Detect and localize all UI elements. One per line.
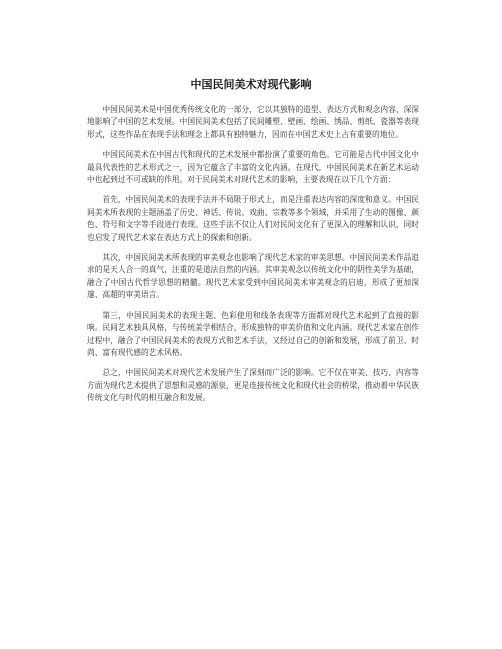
paragraph-second: 其次，中国民间美术所表现的审美观念也影响了现代艺术家的审美思想。中国民间美术作品追求的是天人合一的真气，注重的是道法自然的内涵。其审美观念以传统文化中的阴性美学为基础，融合了中国古代哲学思想的精髓。现代艺术家受到中国民间美术审美观念的启迪，形成了更加深邃、高超的审美语言。 <box>87 253 419 300</box>
paragraph-role: 中国民间美术在中国古代和现代的艺术发展中都扮演了重要的角色。它可能是古代中国文化中最具代表性的艺术形式之一，因为它蕴含了丰富的文化内涵。在现代，中国民间美术在新艺术运动中也起到过不可或缺的作用。对于民间美术对现代艺术的影响，主要表现在以下几个方面： <box>87 150 419 185</box>
document-title: 中国民间美术对现代影响 <box>190 78 312 91</box>
paragraph-third: 第三，中国民间美术的表现主题、色彩使用和线条表现等方面都对现代艺术起到了直接的影响。民间艺术独具风格，与传统美学相结合，形成独特的审美价值和文化内涵。现代艺术家在创作过程中，融合了中国民间美术的表现方式和艺术手法，又经过自己的创新和发展，形成了前卫、时尚、富有现代感的艺术风格。 <box>87 310 419 357</box>
paragraph-first: 首先，中国民间美术的表现手法并不局限于形式上，而是注重表达内容的深度和意义。中国民间美术所表现的主题涵盖了历史、神话、传说、戏曲、宗教等多个领域，并采用了生动的图像、颜色、符号和文字等手段进行表现。这些手法不仅让人们对民间文化有了更深入的理解和认识，同时也启发了现代艺术家在表达方式上的探索和创新。 <box>87 195 419 242</box>
paragraph-conclusion: 总之，中国民间美术对现代艺术发展产生了深刻而广泛的影响。它不仅在审美、技巧、内容等方面为现代艺术提供了思想和灵感的源泉，更是连接传统文化和现代社会的桥梁，推动着中华民族传统文化与时代的相互融合和发展。 <box>87 368 419 403</box>
paragraph-intro: 中国民间美术是中国优秀传统文化的一部分，它以其独特的造型、表达方式和观念内容，深深地影响了中国的艺术发展。中国民间美术包括了民间雕塑、壁画、绘画、绣品、剪纸、瓷器等表现形式，这些作品在表现手法和理念上都具有独特魅力，因而在中国艺术史上占有重要的地位。 <box>87 105 419 139</box>
document-body <box>87 104 419 413</box>
